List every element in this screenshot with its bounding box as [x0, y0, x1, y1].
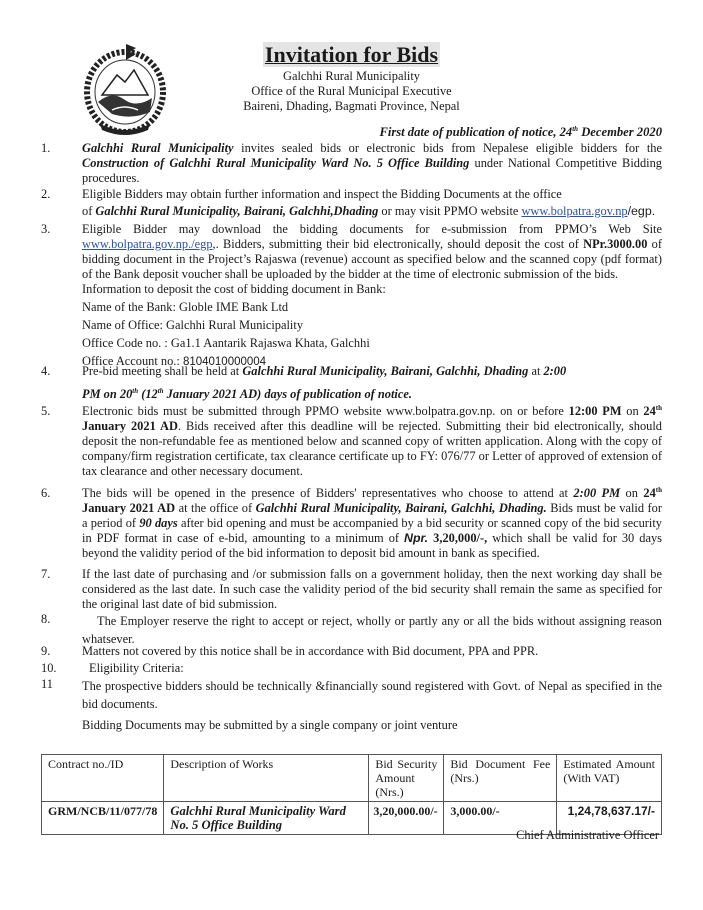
bank-name: Name of the Bank: Globle IME Bank Ltd: [82, 300, 289, 314]
pubdate-sup: th: [572, 124, 579, 133]
item-1-text: [82, 141, 662, 186]
item-number: 9.: [41, 644, 51, 658]
opening-date: January 2021 AD: [82, 501, 176, 515]
deadline-date: January 2021 AD: [82, 419, 178, 433]
text-span: Pre-bid meeting shall be held at: [82, 364, 243, 378]
bid-security-amount-cell: 3,20,000.00/-: [369, 802, 444, 835]
text-span: ,. Bidders, submitting their bid electronically, should deposit the cost of: [212, 237, 584, 251]
item-number: 1.: [41, 141, 51, 155]
item-number: 8.: [41, 612, 51, 626]
document-cost: NPr.3000.00: [583, 237, 648, 251]
item-8-text: The Employer reserve the right to accept or reject, wholly or partly any or all the bids without assigning reason whatsever.: [82, 614, 662, 646]
text-span: at the office of: [175, 501, 256, 515]
opening-day: 24: [643, 486, 656, 500]
account-label: Office Account no.:: [82, 354, 183, 368]
meeting-location: Galchhi Rural Municipality, Bairani, Galchhi, Dhading: [242, 364, 529, 378]
text-span: (12: [138, 387, 158, 401]
item-7-text: If the last date of purchasing and /or submission falls on a government holiday, then the next working day shall be considered as the last date. In such case the validity period of the bid security shall remain the same as specified for the original last date of bid submission.: [82, 567, 662, 611]
item-number: 4.: [41, 364, 51, 378]
text-span: Electronic bids must be submitted through PPMO website www.bolpatra.gov.np. on or before: [82, 404, 569, 418]
page-title: [0, 42, 703, 68]
account-number: 8104010000004: [182, 356, 267, 368]
estimated-amount-cell: 1,24,78,637.17/-: [557, 802, 662, 835]
joint-venture-note: Bidding Documents may be submitted by a single company or joint venture: [82, 718, 458, 732]
signatory-title: Chief Administrative Officer: [516, 828, 659, 842]
text-span: of bidding document in the Project’s Rajaswa (revenue) account as specified below and the scanned copy (pdf format) of the Bank deposit voucher shall be uploaded by the bidder at the time of electronic submission of the bids.: [82, 237, 663, 281]
text-span: on: [620, 486, 644, 500]
text-span: invites sealed bids or electronic bids from Nepalese eligible bidders for the: [233, 141, 662, 155]
text-line: [82, 204, 682, 219]
sup: th: [132, 386, 139, 395]
bid-security-amount: 3,20,000/-,: [428, 531, 488, 545]
currency: Npr.: [404, 531, 429, 545]
office-code: Office Code no. : Ga1.1 Aantarik Rajaswa Khata, Galchhi: [82, 336, 370, 350]
ppmo-egp-link[interactable]: www.bolpatra.gov.np./egp: [82, 237, 213, 251]
text-span: Bids must be valid for a period of: [82, 501, 662, 530]
work-description: Galchhi Rural Municipality Ward No. 5 Office Building: [164, 802, 369, 835]
item-4-text: [82, 364, 682, 402]
item-11-text: The prospective bidders should be technically &financially sound registered with Govt. of Nepal as specified in the bid documents.: [82, 679, 662, 711]
text-span: on: [621, 404, 644, 418]
text-span: under National Competitive Bidding procedures.: [82, 156, 662, 185]
text-span: . Bids received after this deadline will be rejected. Submitting their bid electronically, should deposit the non-refundable fee as mentioned below and scanned copy of written application. Along with the copy of company/firm registration certificate, tax clearance certificate up to FY: 076/77 or Letter of approved of extension of tax clearance and other necessary document.: [82, 419, 662, 478]
bank-info-heading: Information to deposit the cost of bidding document in Bank:: [82, 282, 386, 296]
header-estimated-amount: Estimated Amount (With VAT): [557, 755, 662, 802]
text-span: Eligible Bidder may download the bidding documents for e-submission from PPMO’s Web Site: [82, 222, 662, 236]
meeting-date: [82, 387, 682, 402]
text-span: January 2021 AD) days of publication of notice.: [163, 387, 412, 401]
table-header-row: [42, 755, 662, 802]
deadline-time: 12:00 PM: [568, 404, 622, 418]
header-contract-id: Contract no./ID: [42, 755, 164, 802]
opening-time: 2:00 PM: [573, 486, 621, 500]
item-number: 6.: [41, 486, 51, 500]
document-fee-cell: 3,000.00/-: [444, 802, 557, 835]
header-description: Description of Works: [164, 755, 369, 802]
text-span: or may visit PPMO website: [378, 204, 522, 218]
header-document-fee: Bid Document Fee (Nrs.): [444, 755, 557, 802]
item-5-text: [82, 404, 662, 479]
item-number: 10.: [41, 661, 57, 675]
office-address: Baireni, Dhading, Bagmati Province, Nepal: [243, 99, 460, 113]
item-number: 3.: [41, 222, 51, 236]
text-span: which shall be valid for 30 days beyond the validity period of the bid information to deposit bid amount in bank as specified.: [82, 531, 662, 560]
item-number: 7.: [41, 567, 51, 581]
title-text: Invitation for Bids: [264, 42, 439, 67]
meeting-time: 2:00: [543, 364, 567, 378]
contract-id: GRM/NCB/11/077/78: [42, 802, 164, 835]
deadline-day: 24: [643, 404, 656, 418]
project-name: Construction of Galchhi Rural Municipality Ward No. 5 Office Building: [82, 156, 470, 170]
text-span: The bids will be opened in the presence of Bidders' representatives who choose to attend at: [82, 486, 574, 500]
item-2-text: [82, 187, 682, 219]
item-10-text: Eligibility Criteria:: [89, 661, 184, 675]
bid-details-table: [41, 754, 662, 835]
ppmo-website-link[interactable]: www.bolpatra.gov.np: [521, 204, 628, 218]
item-6-text: [82, 486, 662, 561]
item-3-text: [82, 222, 662, 370]
item-number: 5.: [41, 404, 51, 418]
municipality-bold: Galchhi Rural Municipality: [82, 141, 234, 155]
sup: th: [655, 403, 662, 412]
publication-date: [379, 125, 662, 140]
sup: th: [655, 485, 662, 494]
text-span: at: [528, 364, 544, 378]
validity-period: 90 days: [139, 516, 178, 530]
office-name: Office of the Rural Municipal Executive: [251, 84, 452, 98]
text-line: Eligible Bidders may obtain further information and inspect the Bidding Documents at the office: [82, 187, 562, 201]
opening-location: Galchhi Rural Municipality, Bairani, Galchhi, Dhading.: [255, 501, 547, 515]
item-9-text: Matters not covered by this notice shall be in accordance with Bid document, PPA and PPR.: [82, 644, 539, 658]
text-span: /egp.: [627, 204, 656, 218]
text-span: of: [82, 204, 96, 218]
pubdate-prefix: First date of publication of notice, 24: [379, 125, 573, 139]
text-line: [82, 364, 682, 379]
sup: th: [157, 386, 164, 395]
municipality-name: Galchhi Rural Municipality: [283, 69, 420, 83]
item-number: 11: [41, 677, 53, 691]
pubdate-suffix: December 2020: [578, 125, 662, 139]
header-bid-security: Bid Security Amount (Nrs.): [369, 755, 444, 802]
text-span: after bid opening and must be accompanied by a bid security or scanned copy of the bid security in PDF format in case of e-bid, amounting to a minimum of: [82, 516, 662, 545]
office-name-line: Name of Office: Galchhi Rural Municipality: [82, 318, 304, 332]
office-location: Galchhi Rural Municipality, Bairani, Galchhi,Dhading: [95, 204, 379, 218]
item-number: 2.: [41, 187, 51, 201]
text-span: PM on 20: [82, 387, 133, 401]
